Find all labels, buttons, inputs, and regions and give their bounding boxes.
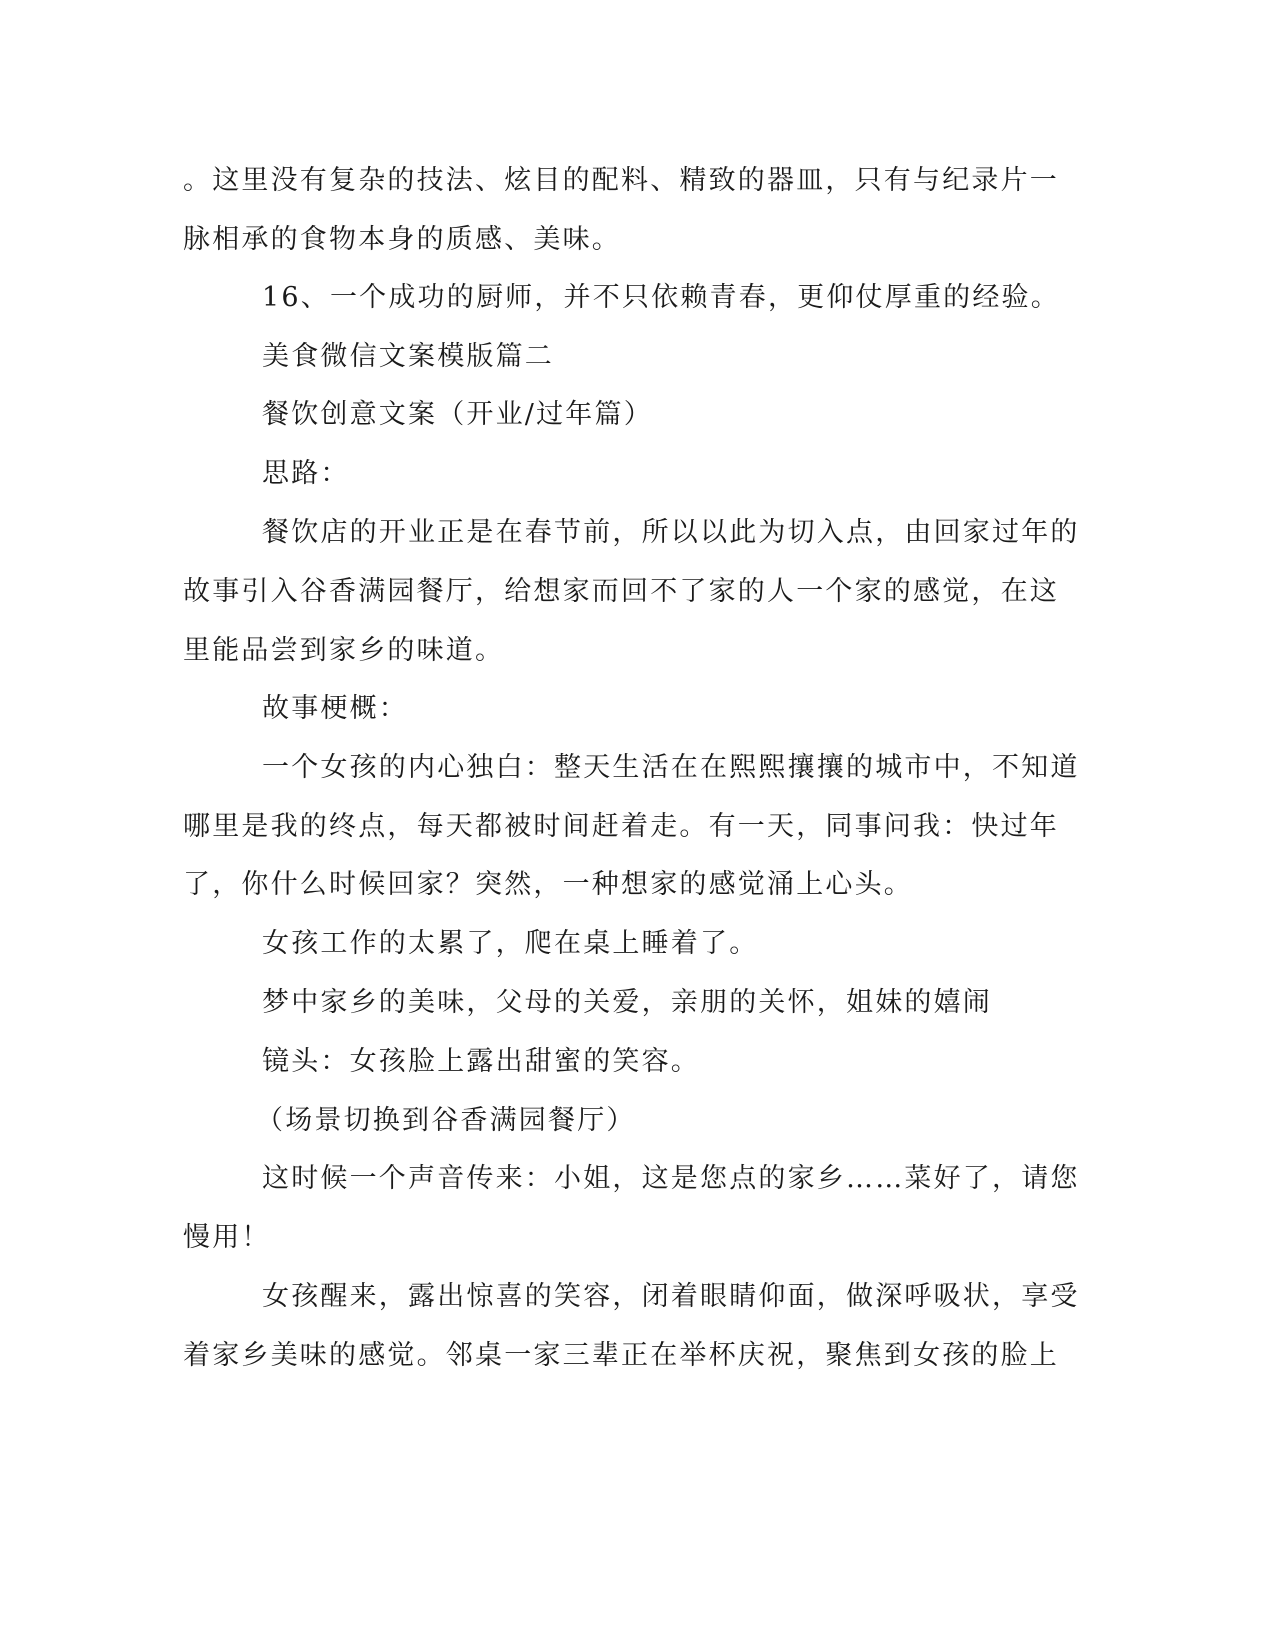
text-line: 16、一个成功的厨师，并不只依赖青春，更仰仗厚重的经验。 [262,282,1060,313]
section-heading: 美食微信文案模版篇二 [262,341,554,372]
text-line: 梦中家乡的美味，父母的关爱，亲朋的关怀，姐妹的嬉闹 [262,987,992,1018]
subheading: 餐饮创意文案（开业/过年篇） [262,399,653,430]
text-line: 哪里是我的终点，每天都被时间赶着走。有一天，同事问我：快过年 [183,811,1059,842]
text-line: 故事引入谷香满园餐厅，给想家而回不了家的人一个家的感觉，在这 [183,576,1059,607]
label-line: 思路： [262,458,350,489]
label-line: 故事梗概： [262,693,408,724]
text-line: 镜头：女孩脸上露出甜蜜的笑容。 [262,1046,700,1077]
text-line: （场景切换到谷香满园餐厅） [256,1105,636,1136]
text-line: 女孩醒来，露出惊喜的笑容，闭着眼睛仰面，做深呼吸状，享受 [262,1281,1080,1312]
text-line: 餐饮店的开业正是在春节前，所以以此为切入点，由回家过年的 [262,517,1080,548]
text-line: 脉相承的食物本身的质感、美味。 [183,224,621,255]
text-line: 女孩工作的太累了，爬在桌上睡着了。 [262,928,759,959]
text-line: 里能品尝到家乡的味道。 [183,635,505,666]
text-line: 着家乡美味的感觉。邻桌一家三辈正在举杯庆祝，聚焦到女孩的脸上 [183,1340,1059,1371]
text-line: 一个女孩的内心独白：整天生活在在熙熙攘攘的城市中，不知道 [262,752,1080,783]
text-line: 慢用！ [183,1222,271,1253]
text-line: 。这里没有复杂的技法、炫目的配料、精致的器皿，只有与纪录片一 [183,165,1059,196]
text-line: 了，你什么时候回家？突然，一种想家的感觉涌上心头。 [183,869,913,900]
text-line: 这时候一个声音传来：小姐，这是您点的家乡……菜好了，请您 [262,1163,1080,1194]
